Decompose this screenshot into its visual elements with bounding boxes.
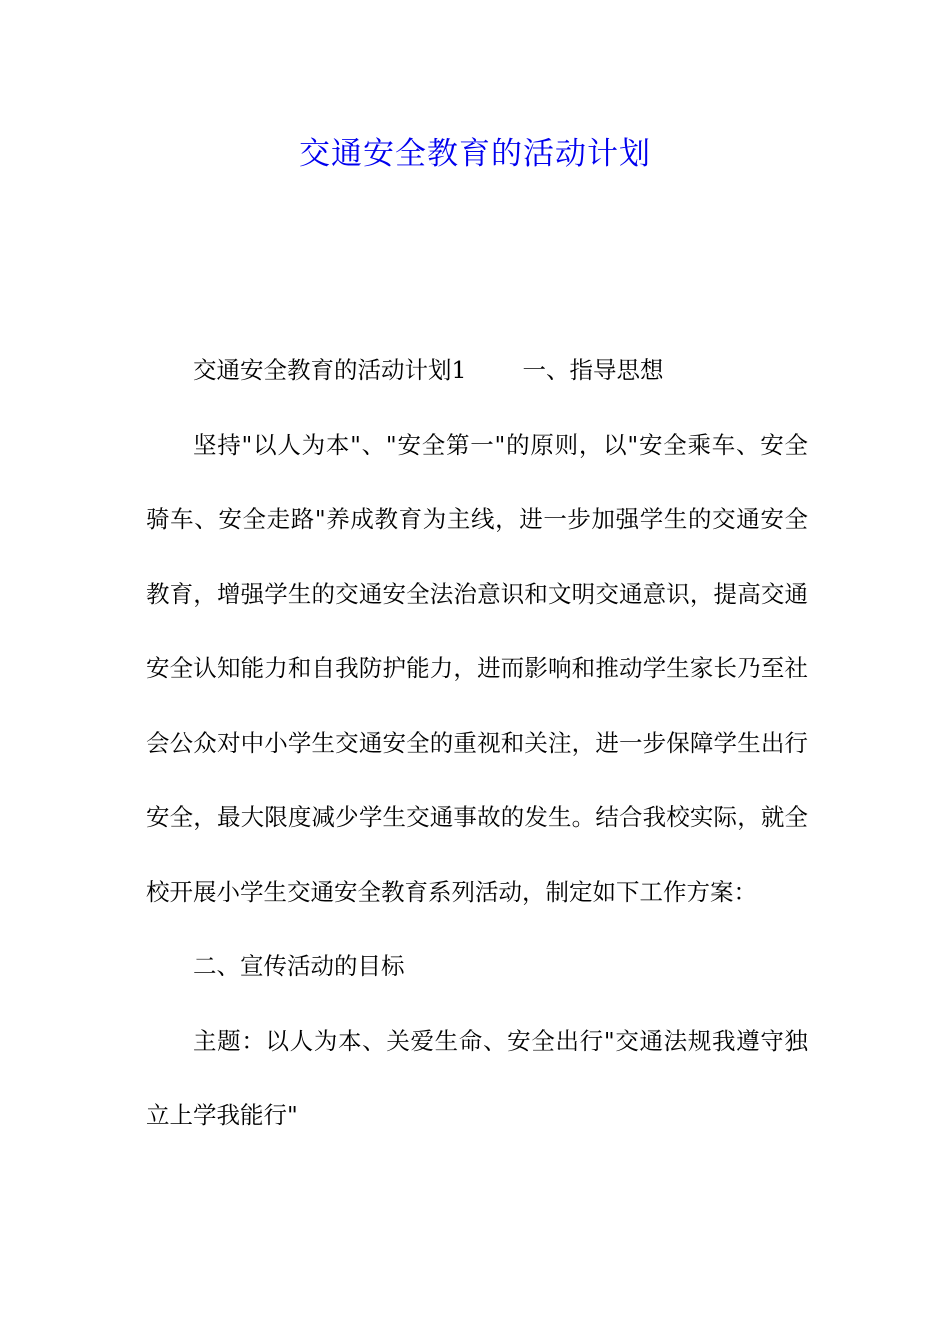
paragraph-section-1-heading <box>146 333 808 408</box>
section-heading: 一、指导思想 <box>522 356 664 384</box>
document-title: 交通安全教育的活动计划 <box>299 136 651 172</box>
document-body <box>146 333 808 1153</box>
paragraph-guiding-ideology: 坚持"以人为本"、"安全第一"的原则，以"安全乘车、安全骑车、安全走路"养成教育为主线，进一步加强学生的交通安全教育，增强学生的交通安全法治意识和文明交通意识，提高交通安全认知能力和自我防护能力，进而影响和推动学生家长乃至社会公众对中小学生交通安全的重视和关注，进一步保障学生出行安全，最大限度减少学生交通事故的发生。结合我校实际，就全校开展小学生交通安全教育系列活动，制定如下工作方案： <box>146 430 808 906</box>
paragraph-theme: 主题：以人为本、关爱生命、安全出行"交通法规我遵守独立上学我能行" <box>146 1026 808 1129</box>
paragraph-section-2-heading: 二、宣传活动的目标 <box>193 952 405 980</box>
plan-heading: 交通安全教育的活动计划1 <box>193 356 467 384</box>
